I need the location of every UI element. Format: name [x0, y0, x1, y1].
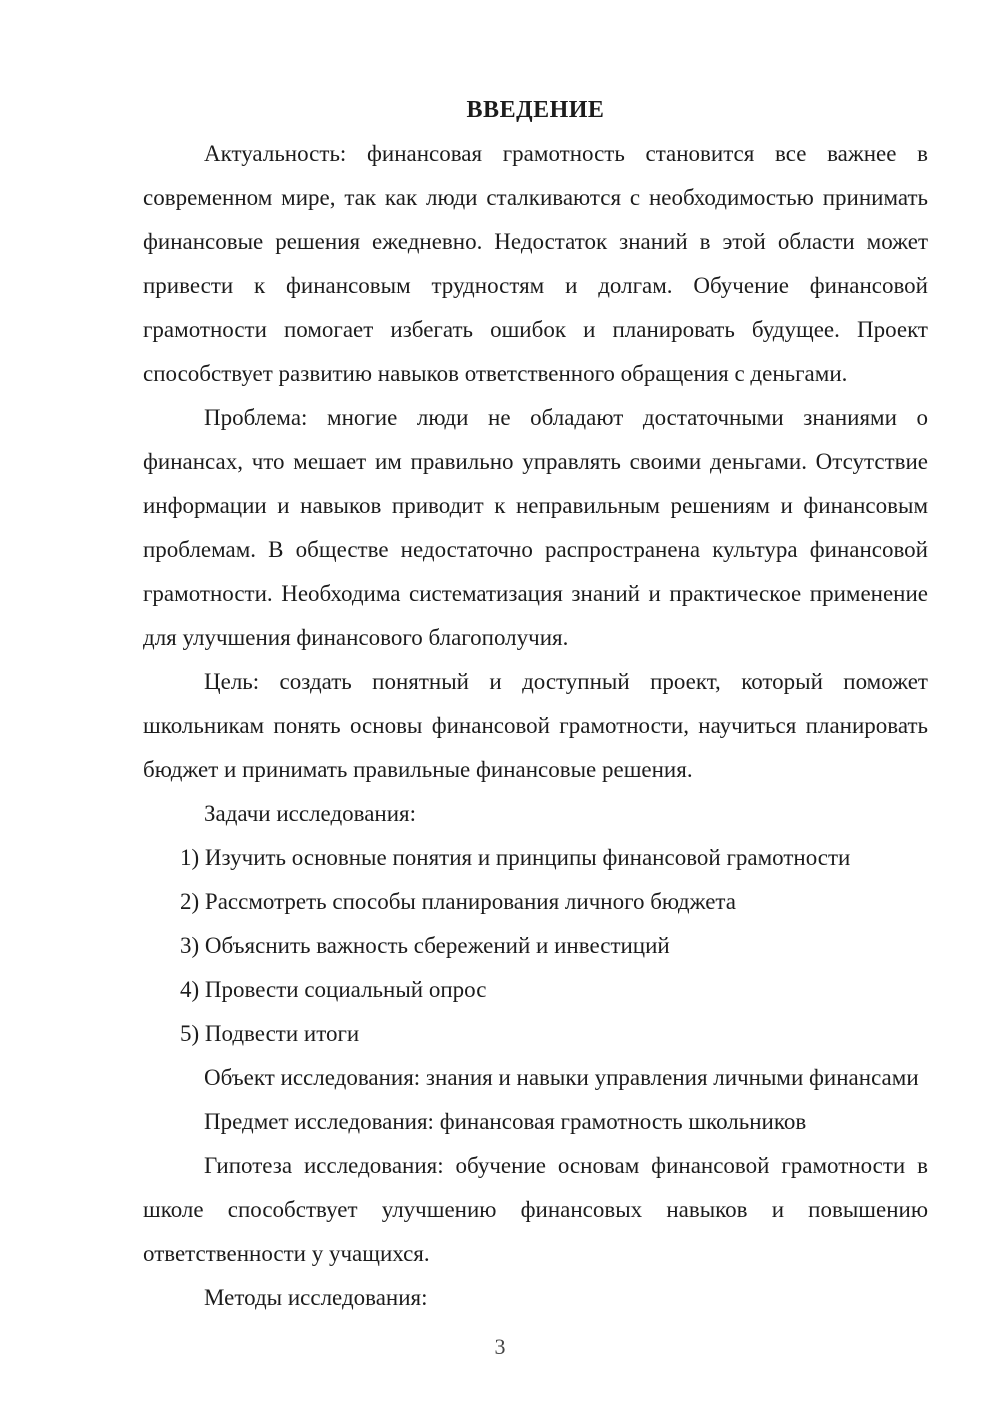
task-item-5: 5) Подвести итоги — [180, 1021, 360, 1046]
paragraph-problem: Проблема: многие люди не обладают достаточными знаниями о финансах, что мешает им правильно управлять своими деньгами. Отсутствие информации и навыков приводит к неправильным решениям и финансовым проблемам. В обществе недостаточно распространена культура финансовой грамотности. Необходима систематизация знаний и практическое применение для улучшения финансового благополучия. — [143, 405, 928, 650]
paragraph-subject: Предмет исследования: финансовая грамотность школьников — [204, 1109, 807, 1134]
paragraph-hypothesis: Гипотеза исследования: обучение основам финансовой грамотности в школе способствует улучшению финансовых навыков и повышению ответственности у учащихся. — [143, 1153, 928, 1266]
page-number: 3 — [494, 1334, 506, 1359]
page-title: ВВЕДЕНИЕ — [466, 97, 605, 123]
paragraph-object: Объект исследования: знания и навыки управления личными финансами — [204, 1065, 919, 1090]
tasks-heading: Задачи исследования: — [204, 801, 417, 826]
task-item-1: 1) Изучить основные понятия и принципы финансовой грамотности — [180, 845, 851, 870]
task-item-4: 4) Провести социальный опрос — [180, 977, 487, 1002]
task-item-2: 2) Рассмотреть способы планирования личного бюджета — [180, 889, 736, 914]
task-item-3: 3) Объяснить важность сбережений и инвестиций — [180, 933, 670, 958]
document-body — [143, 88, 928, 1320]
paragraph-relevance: Актуальность: финансовая грамотность становится все важнее в современном мире, так как люди сталкиваются с необходимостью принимать финансовые решения ежедневно. Недостаток знаний в этой области может привести к финансовым трудностям и долгам. Обучение финансовой грамотности помогает избегать ошибок и планировать будущее. Проект способствует развитию навыков ответственного обращения с деньгами. — [143, 141, 928, 386]
paragraph-goal: Цель: создать понятный и доступный проект, который поможет школьникам понять основы финансовой грамотности, научиться планировать бюджет и принимать правильные финансовые решения. — [143, 669, 928, 782]
methods-heading: Методы исследования: — [204, 1285, 428, 1310]
